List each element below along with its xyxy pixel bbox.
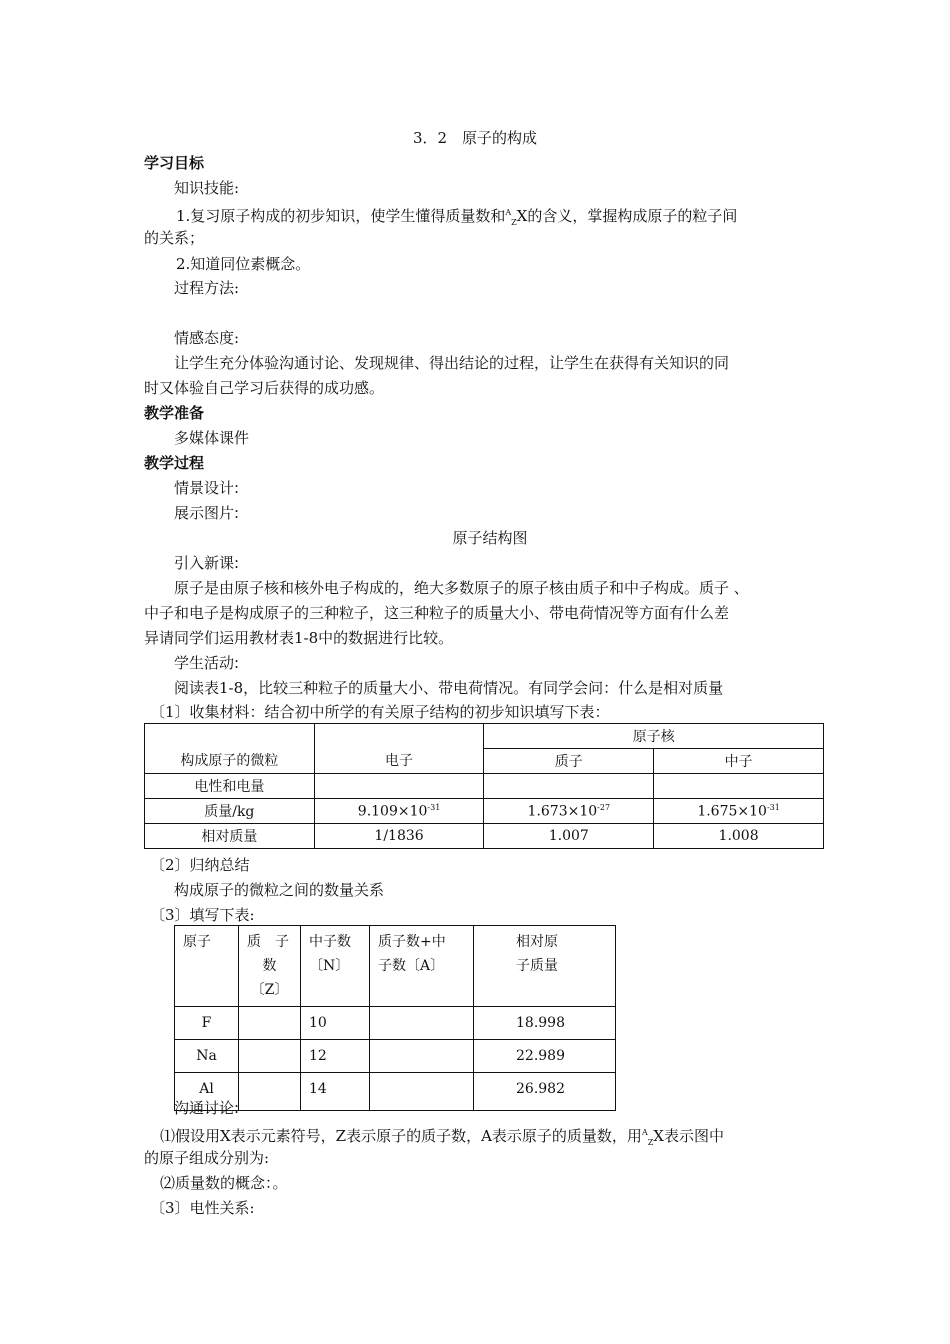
section-heading-goals: 学习目标 [144, 154, 205, 172]
row-label-charge: 电性和电量 [145, 774, 315, 799]
discuss-item-1-cont: 的原子组成分别为: [144, 1149, 270, 1167]
figure-caption: 原子结构图 [452, 529, 528, 547]
header-neutron-count: 中子数 〔N〕 [301, 926, 370, 1007]
header-atom: 原子 [175, 926, 239, 1007]
summary-text: 构成原子的微粒之间的数量关系 [174, 881, 385, 899]
header-relative-mass: 相对原 子质量 [474, 926, 616, 1007]
process-label: 过程方法: [174, 279, 240, 297]
relative-mass-value: 18.998 [474, 1007, 616, 1040]
atom-symbol: Na [175, 1040, 239, 1073]
activity-text: 阅读表1-8，比较三种粒子的质量大小、带电荷情况。有同学会问：什么是相对质量 [174, 679, 724, 697]
cell-empty [314, 774, 484, 799]
row-label-relative-mass: 相对质量 [145, 824, 315, 849]
goal-item-1: 1.复习原子构成的初步知识，使学生懂得质量数和$^A_Z$X的含义，掌握构成原子的粒子间 [176, 207, 738, 227]
discuss-item-1: ⑴假设用X表示元素符号，Z表示原子的质子数，A表示原子的质量数，用$^A_Z$X表示图中 [160, 1127, 724, 1147]
header-mass-number: 质子数+中 子数〔A〕 [370, 926, 474, 1007]
relative-mass-value: 26.982 [474, 1073, 616, 1111]
table-row [175, 1007, 616, 1040]
discuss-item-2: ⑵质量数的概念：。 [160, 1174, 288, 1192]
header-electron: 电子 [314, 724, 484, 774]
cell-empty [239, 1040, 301, 1073]
emotion-text-1: 让学生充分体验沟通讨论、发现规律、得出结论的过程，让学生在获得有关知识的同 [174, 354, 730, 372]
header-nucleus: 原子核 [484, 724, 824, 749]
activity-label: 学生活动: [174, 654, 240, 672]
show-label: 展示图片: [174, 504, 240, 522]
cell-proton-relmass: 1.007 [484, 824, 654, 849]
cell-empty [239, 1007, 301, 1040]
particle-table [144, 723, 824, 849]
step-2: 〔2〕归纳总结 [150, 856, 250, 874]
atom-table [174, 925, 616, 1111]
header-proton: 质子 [484, 749, 654, 774]
step-3: 〔3〕填写下表: [150, 906, 255, 924]
page-title: 3．2 原子的构成 [412, 129, 538, 147]
cell-neutron-relmass: 1.008 [654, 824, 824, 849]
table-row [175, 1040, 616, 1073]
emotion-text-2: 时又体验自己学习后获得的成功感。 [144, 379, 385, 397]
prep-text: 多媒体课件 [174, 429, 250, 447]
step-1: 〔1〕收集材料：结合初中所学的有关原子结构的初步知识填写下表： [150, 703, 610, 721]
discuss-item-3: 〔3〕电性关系: [150, 1199, 255, 1217]
cell-empty [370, 1040, 474, 1073]
cell-empty [654, 774, 824, 799]
intro-label: 引入新课: [174, 554, 240, 572]
intro-text-3: 异请同学们运用教材表1-8中的数据进行比较。 [144, 629, 454, 647]
atom-symbol: Al [175, 1073, 239, 1111]
knowledge-label: 知识技能: [174, 179, 240, 197]
relative-mass-value: 22.989 [474, 1040, 616, 1073]
neutron-value: 10 [301, 1007, 370, 1040]
intro-text-1: 原子是由原子核和核外电子构成的，绝大多数原子的原子核由质子和中子构成。质子 、 [174, 579, 749, 597]
cell-electron-mass: $9.109\times 10^{-31}$ [314, 799, 484, 824]
section-heading-prep: 教学准备 [144, 404, 205, 422]
discuss-label: 沟通讨论: [174, 1099, 240, 1117]
scene-label: 情景设计: [174, 479, 240, 497]
cell-proton-mass: $1.673\times 10^{-27}$ [484, 799, 654, 824]
goal-item-1-cont: 的关系； [144, 229, 205, 247]
cell-electron-relmass: 1/1836 [314, 824, 484, 849]
cell-neutron-mass: $1.675\times 10^{-31}$ [654, 799, 824, 824]
neutron-value: 12 [301, 1040, 370, 1073]
cell-empty [370, 1007, 474, 1040]
section-heading-process: 教学过程 [144, 454, 205, 472]
emotion-label: 情感态度: [174, 329, 240, 347]
header-neutron: 中子 [654, 749, 824, 774]
header-particle: 构成原子的微粒 [145, 724, 315, 774]
atom-symbol: F [175, 1007, 239, 1040]
cell-empty [370, 1073, 474, 1111]
table-row [175, 1073, 616, 1111]
goal-item-2: 2.知道同位素概念。 [176, 255, 311, 273]
intro-text-2: 中子和电子是构成原子的三种粒子，这三种粒子的质量大小、带电荷情况等方面有什么差 [144, 604, 730, 622]
cell-empty [484, 774, 654, 799]
neutron-value: 14 [301, 1073, 370, 1111]
row-label-mass: 质量/kg [145, 799, 315, 824]
cell-empty [239, 1073, 301, 1111]
header-proton-count: 质 子 数 〔Z〕 [239, 926, 301, 1007]
